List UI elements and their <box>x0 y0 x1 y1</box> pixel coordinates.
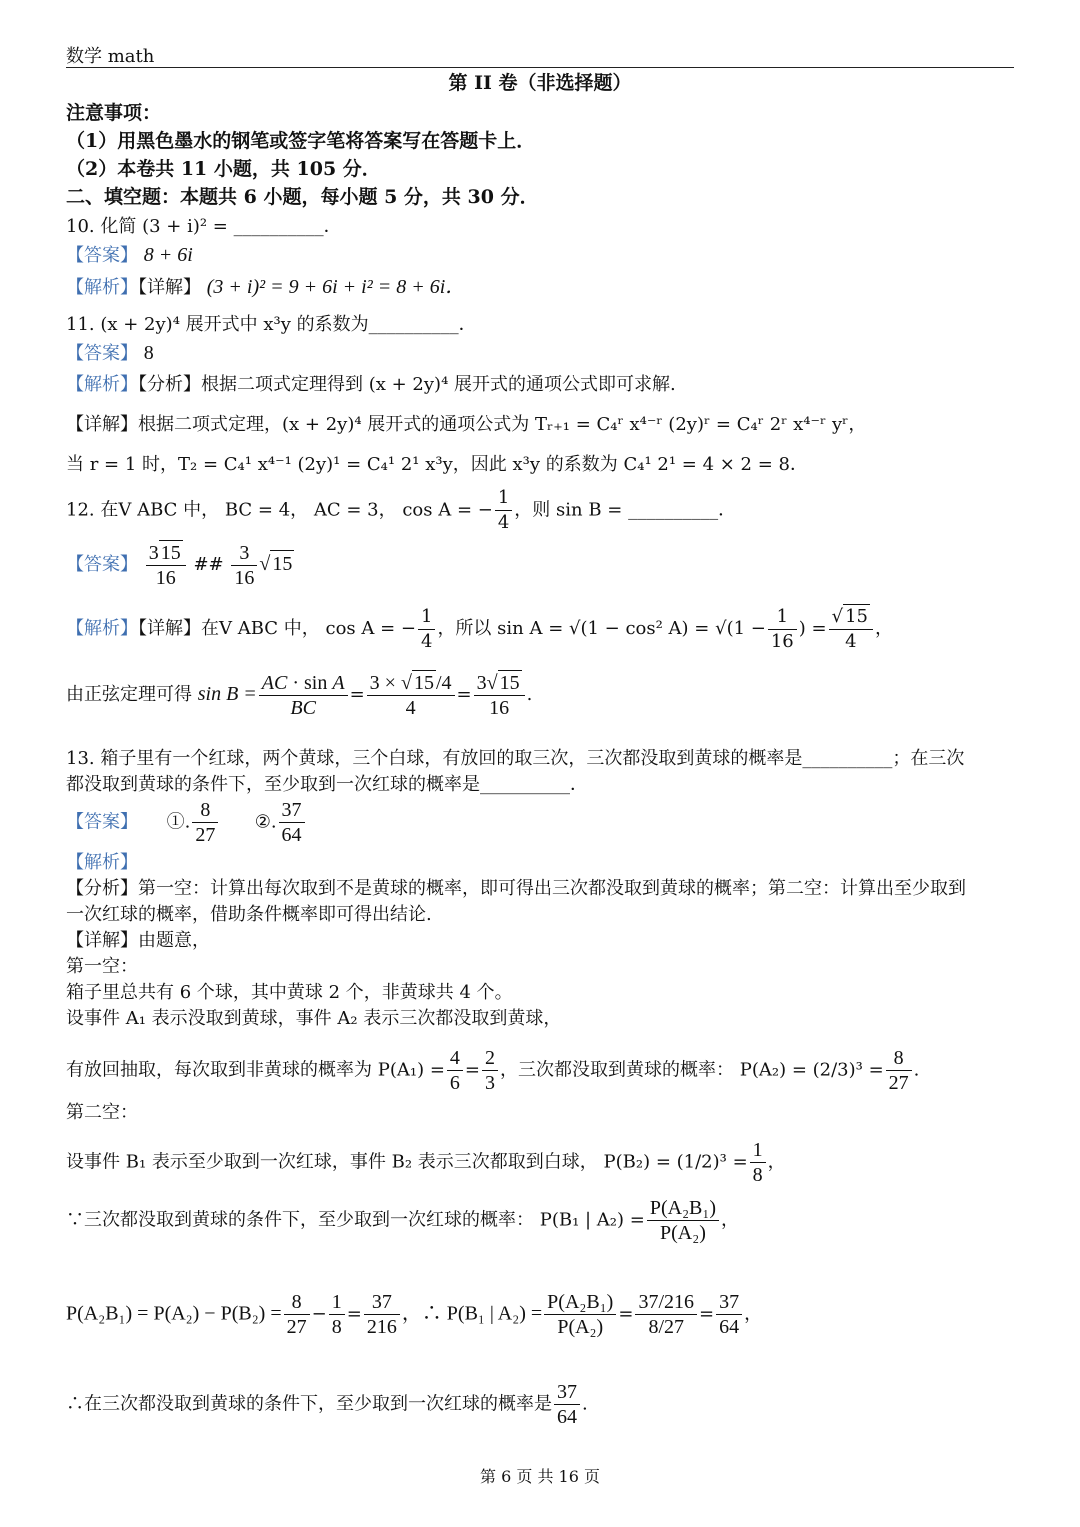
q13-stem-1: 13. 箱子里有一个红球，两个黄球，三个白球，有放回的取三次，三次都没取到黄球的概率是__________；在三次 <box>66 748 965 769</box>
q13-frac-8-27b: $\frac{8}{27}$ <box>284 1290 310 1339</box>
q11-stem: 11. (x + 2y)⁴ 展开式中 x³y 的系数为__________． <box>66 314 477 335</box>
q13-ans1-label: ①. <box>166 811 191 833</box>
answer-tag: 【答案】 <box>66 811 138 833</box>
q12-detail-end: ) = <box>798 618 827 639</box>
header-divider <box>66 67 1014 68</box>
q13-ans2-frac: $\frac{37}{64}$ <box>279 798 305 847</box>
q12-answer-sqrt: √ 15 <box>259 553 294 575</box>
q13-l3b: ，三次都没取到黄球的概率： P(A₂) = (2/3)³ = <box>500 1059 884 1081</box>
q11-reason-line <box>66 372 1014 398</box>
q12-answer-sep: ## <box>193 554 224 575</box>
q12-answer-line <box>66 540 1014 590</box>
q13-frac-2-3: $\frac{2}{3}$ <box>482 1046 498 1095</box>
q13-frac-1-8b: $\frac{1}{8}$ <box>329 1290 345 1339</box>
reason-tag: 【分析】 <box>138 374 201 395</box>
q13-l7a: ∴在三次都没取到黄球的条件下，至少取到一次红球的概率是 <box>66 1393 552 1415</box>
q12-detail-line: 【解析】【详解】在V ABC 中， cos A = − $\frac{1}{4}$ ，所以 sin A = √(1 − cos² A) = √(1 − $\frac{1}{16}$ ) = $\frac{√ 15}{4}$ ， <box>66 605 893 652</box>
q13-second: 第二空： <box>66 1102 138 1123</box>
notice-title: 注意事项： <box>66 102 162 124</box>
answer-tag: 【答案】 <box>66 554 138 575</box>
q12-frac-nested: $\frac{3 \times √ 15 /4}{4}$ <box>367 670 455 720</box>
header-subject: 数学 math <box>66 46 155 67</box>
q10-solution-line <box>66 274 1014 301</box>
q13-l6b: ，∴ P(B₁ | A₂) = <box>401 1302 543 1325</box>
q12-answer-frac: $\frac{3 15}{16}$ <box>146 540 186 590</box>
q13-l2: 设事件 A₁ 表示没取到黄球，事件 A₂ 表示三次都没取到黄球， <box>66 1008 562 1029</box>
q12-answer-frac-alt: $\frac{3}{16}$ <box>231 541 257 590</box>
q12-frac-1-4: $\frac{1}{4}$ <box>495 486 512 535</box>
q11-detail1: 根据二项式定理，(x + 2y)⁴ 展开式的通项公式为 Tᵣ₊₁ = C₄ʳ x⁴⁻ʳ (2y)ʳ = C₄ʳ 2ʳ x⁴⁻ʳ yʳ， <box>138 414 867 435</box>
answer-tag: 【答案】 <box>66 343 138 364</box>
q10-answer-line <box>66 242 1014 269</box>
q13-reason-2: 一次红球的概率，借助条件概率即可得出结论. <box>66 904 432 925</box>
q12-law-line: 由正弦定理可得 sin B = $\frac{\text{AC · sin A}}{BC}$ = $\frac{3 \times √ 15 /4}{4}$ = $\frac{3√ 15}{16}$ . <box>66 671 533 719</box>
q13-analysis-tag-line <box>66 850 1014 876</box>
q11-detail-2: 当 r = 1 时，T₂ = C₄¹ x⁴⁻¹ (2y)¹ = C₄¹ 2¹ x³y，因此 x³y 的系数为 C₄¹ 2¹ = 4 × 2 = 8． <box>66 454 808 475</box>
q12-frac-sqrt15-4: $\frac{√ 15}{4}$ <box>829 604 873 654</box>
q13-frac-1-8: $\frac{1}{8}$ <box>750 1138 766 1187</box>
detail-tag: 【详解】 <box>138 618 201 639</box>
q12-law-intro: 由正弦定理可得 <box>66 684 192 705</box>
q12-stem-pre: 12. 在V ABC 中， BC = 4， AC = 3， cos A = − <box>66 499 493 521</box>
q13-first: 第一空： <box>66 956 138 977</box>
q12-detail-mid: ，所以 sin A = √(1 − cos² A) = √(1 − <box>437 618 766 639</box>
answer-tag: 【答案】 <box>66 245 138 266</box>
q12-law-eq: sin B = <box>197 683 257 705</box>
q13-l7: ∴在三次都没取到黄球的条件下，至少取到一次红球的概率是 $\frac{37}{64}$ . <box>66 1381 588 1428</box>
q13-frac-cond-b: $\frac{\text{P(A₂B₁)}}{\text{P(A₂)}}$ <box>544 1290 616 1339</box>
q13-ans2-label: ②. <box>254 811 277 833</box>
q10-answer: 8 + 6i <box>143 244 193 266</box>
q13-l6: P(A₂B₁) = P(A₂) − P(B₂) = $\frac{8}{27}$ − $\frac{1}{8}$ = $\frac{37}{216}$ ，∴ P(B₁ | A₂) = $\frac{\text{P(A₂B₁)}}{\text{P(A₂)}}$ = $\frac{37/216}{8/27}$ = $\frac{37}{64}$ ， <box>66 1291 763 1338</box>
q13-frac-37-216: $\frac{37}{216}$ <box>364 1290 400 1339</box>
q13-l6a: P(A₂B₁) = P(A₂) − P(B₂) = <box>66 1302 282 1325</box>
q10-solution: (3 + i)² = 9 + 6i + i² = 8 + 6i． <box>206 276 466 298</box>
q11-reason: 根据二项式定理得到 (x + 2y)⁴ 展开式的通项公式即可求解. <box>201 374 676 395</box>
analysis-tag: 【解析】 <box>66 618 138 639</box>
analysis-tag: 【解析】 <box>66 374 138 395</box>
q10-stem: 10. 化简 (3 + i)² = __________． <box>66 216 342 237</box>
q13-answer-line <box>66 798 1014 847</box>
q13-frac-4-6: $\frac{4}{6}$ <box>447 1046 463 1095</box>
detail-tag: 【详解】 <box>66 414 138 435</box>
q12-frac-1-4b: $\frac{1}{4}$ <box>418 605 435 654</box>
analysis-tag: 【解析】 <box>66 852 138 873</box>
notice-2: （2）本卷共 11 小题，共 105 分． <box>66 158 381 180</box>
q13-l5: ∵三次都没取到黄球的条件下，至少取到一次红球的概率： P(B₁ | A₂) = $\frac{\text{P(A₂B₁)}}{\text{P(A₂)}}$ ， <box>66 1197 740 1244</box>
q12-frac-result: $\frac{3√ 15}{16}$ <box>474 670 525 720</box>
page-footer: 第 6 页 共 16 页 <box>480 1467 600 1486</box>
q13-stem-2: 都没取到黄球的条件下，至少取到一次红球的概率是__________． <box>66 774 588 795</box>
q13-frac-37-64: $\frac{37}{64}$ <box>716 1290 742 1339</box>
q13-l3: 有放回抽取，每次取到非黄球的概率为 P(A₁) = $\frac{4}{6}$ = $\frac{2}{3}$ ，三次都没取到黄球的概率： P(A₂) = (2/3)³ = $\frac{8}{27}$ . <box>66 1047 920 1094</box>
q12-stem-line <box>66 486 1014 535</box>
q12-stem-post: ，则 sin B = __________． <box>514 499 737 521</box>
q13-frac-37-64b: $\frac{37}{64}$ <box>554 1380 580 1429</box>
q13-l4a: 设事件 B₁ 表示至少取到一次红球，事件 B₂ 表示三次都取到白球， P(B₂) = (1/2)³ = <box>66 1151 748 1173</box>
q12-frac-1-16: $\frac{1}{16}$ <box>768 605 797 654</box>
q13-ans1-frac: $\frac{8}{27}$ <box>192 798 218 847</box>
notice-1: （1）用黑色墨水的钢笔或签字笔将答案写在答题卡上． <box>66 130 536 152</box>
q13-l3a: 有放回抽取，每次取到非黄球的概率为 P(A₁) = <box>66 1059 445 1081</box>
q13-frac-8-27: $\frac{8}{27}$ <box>886 1046 912 1095</box>
q13-frac-cond: $\frac{\text{P(A₂B₁)}}{\text{P(A₂)}}$ <box>647 1196 719 1245</box>
q13-l5a: ∵三次都没取到黄球的条件下，至少取到一次红球的概率： P(B₁ | A₂) = <box>66 1209 645 1231</box>
q12-detail-pre: 在V ABC 中， cos A = − <box>201 618 416 639</box>
q11-answer: 8 <box>143 342 154 364</box>
q13-reason-1: 【分析】第一空：计算出每次取到不是黄球的概率，即可得出三次都没取到黄球的概率；第二空：计算出至少取到 <box>66 878 966 899</box>
q13-l4: 设事件 B₁ 表示至少取到一次红球，事件 B₂ 表示三次都取到白球， P(B₂) = (1/2)³ = $\frac{1}{8}$ ， <box>66 1139 786 1186</box>
analysis-tag: 【解析】 <box>66 277 138 298</box>
detail-tag: 【详解】 <box>138 277 201 298</box>
q12-frac-ac-bc: $\frac{\text{AC · sin A}}{BC}$ <box>259 671 348 720</box>
q13-frac-nested: $\frac{37/216}{8/27}$ <box>635 1290 697 1339</box>
part-title: 二、填空题：本题共 6 小题，每小题 5 分，共 30 分． <box>66 186 539 208</box>
q13-detail: 【详解】由题意， <box>66 930 210 951</box>
section-title: 第 II 卷（非选择题） <box>448 72 632 94</box>
q11-answer-line <box>66 340 1014 367</box>
q13-l1: 箱子里总共有 6 个球，其中黄球 2 个，非黄球共 4 个。 <box>66 982 513 1003</box>
q11-detail-1 <box>66 412 1014 438</box>
